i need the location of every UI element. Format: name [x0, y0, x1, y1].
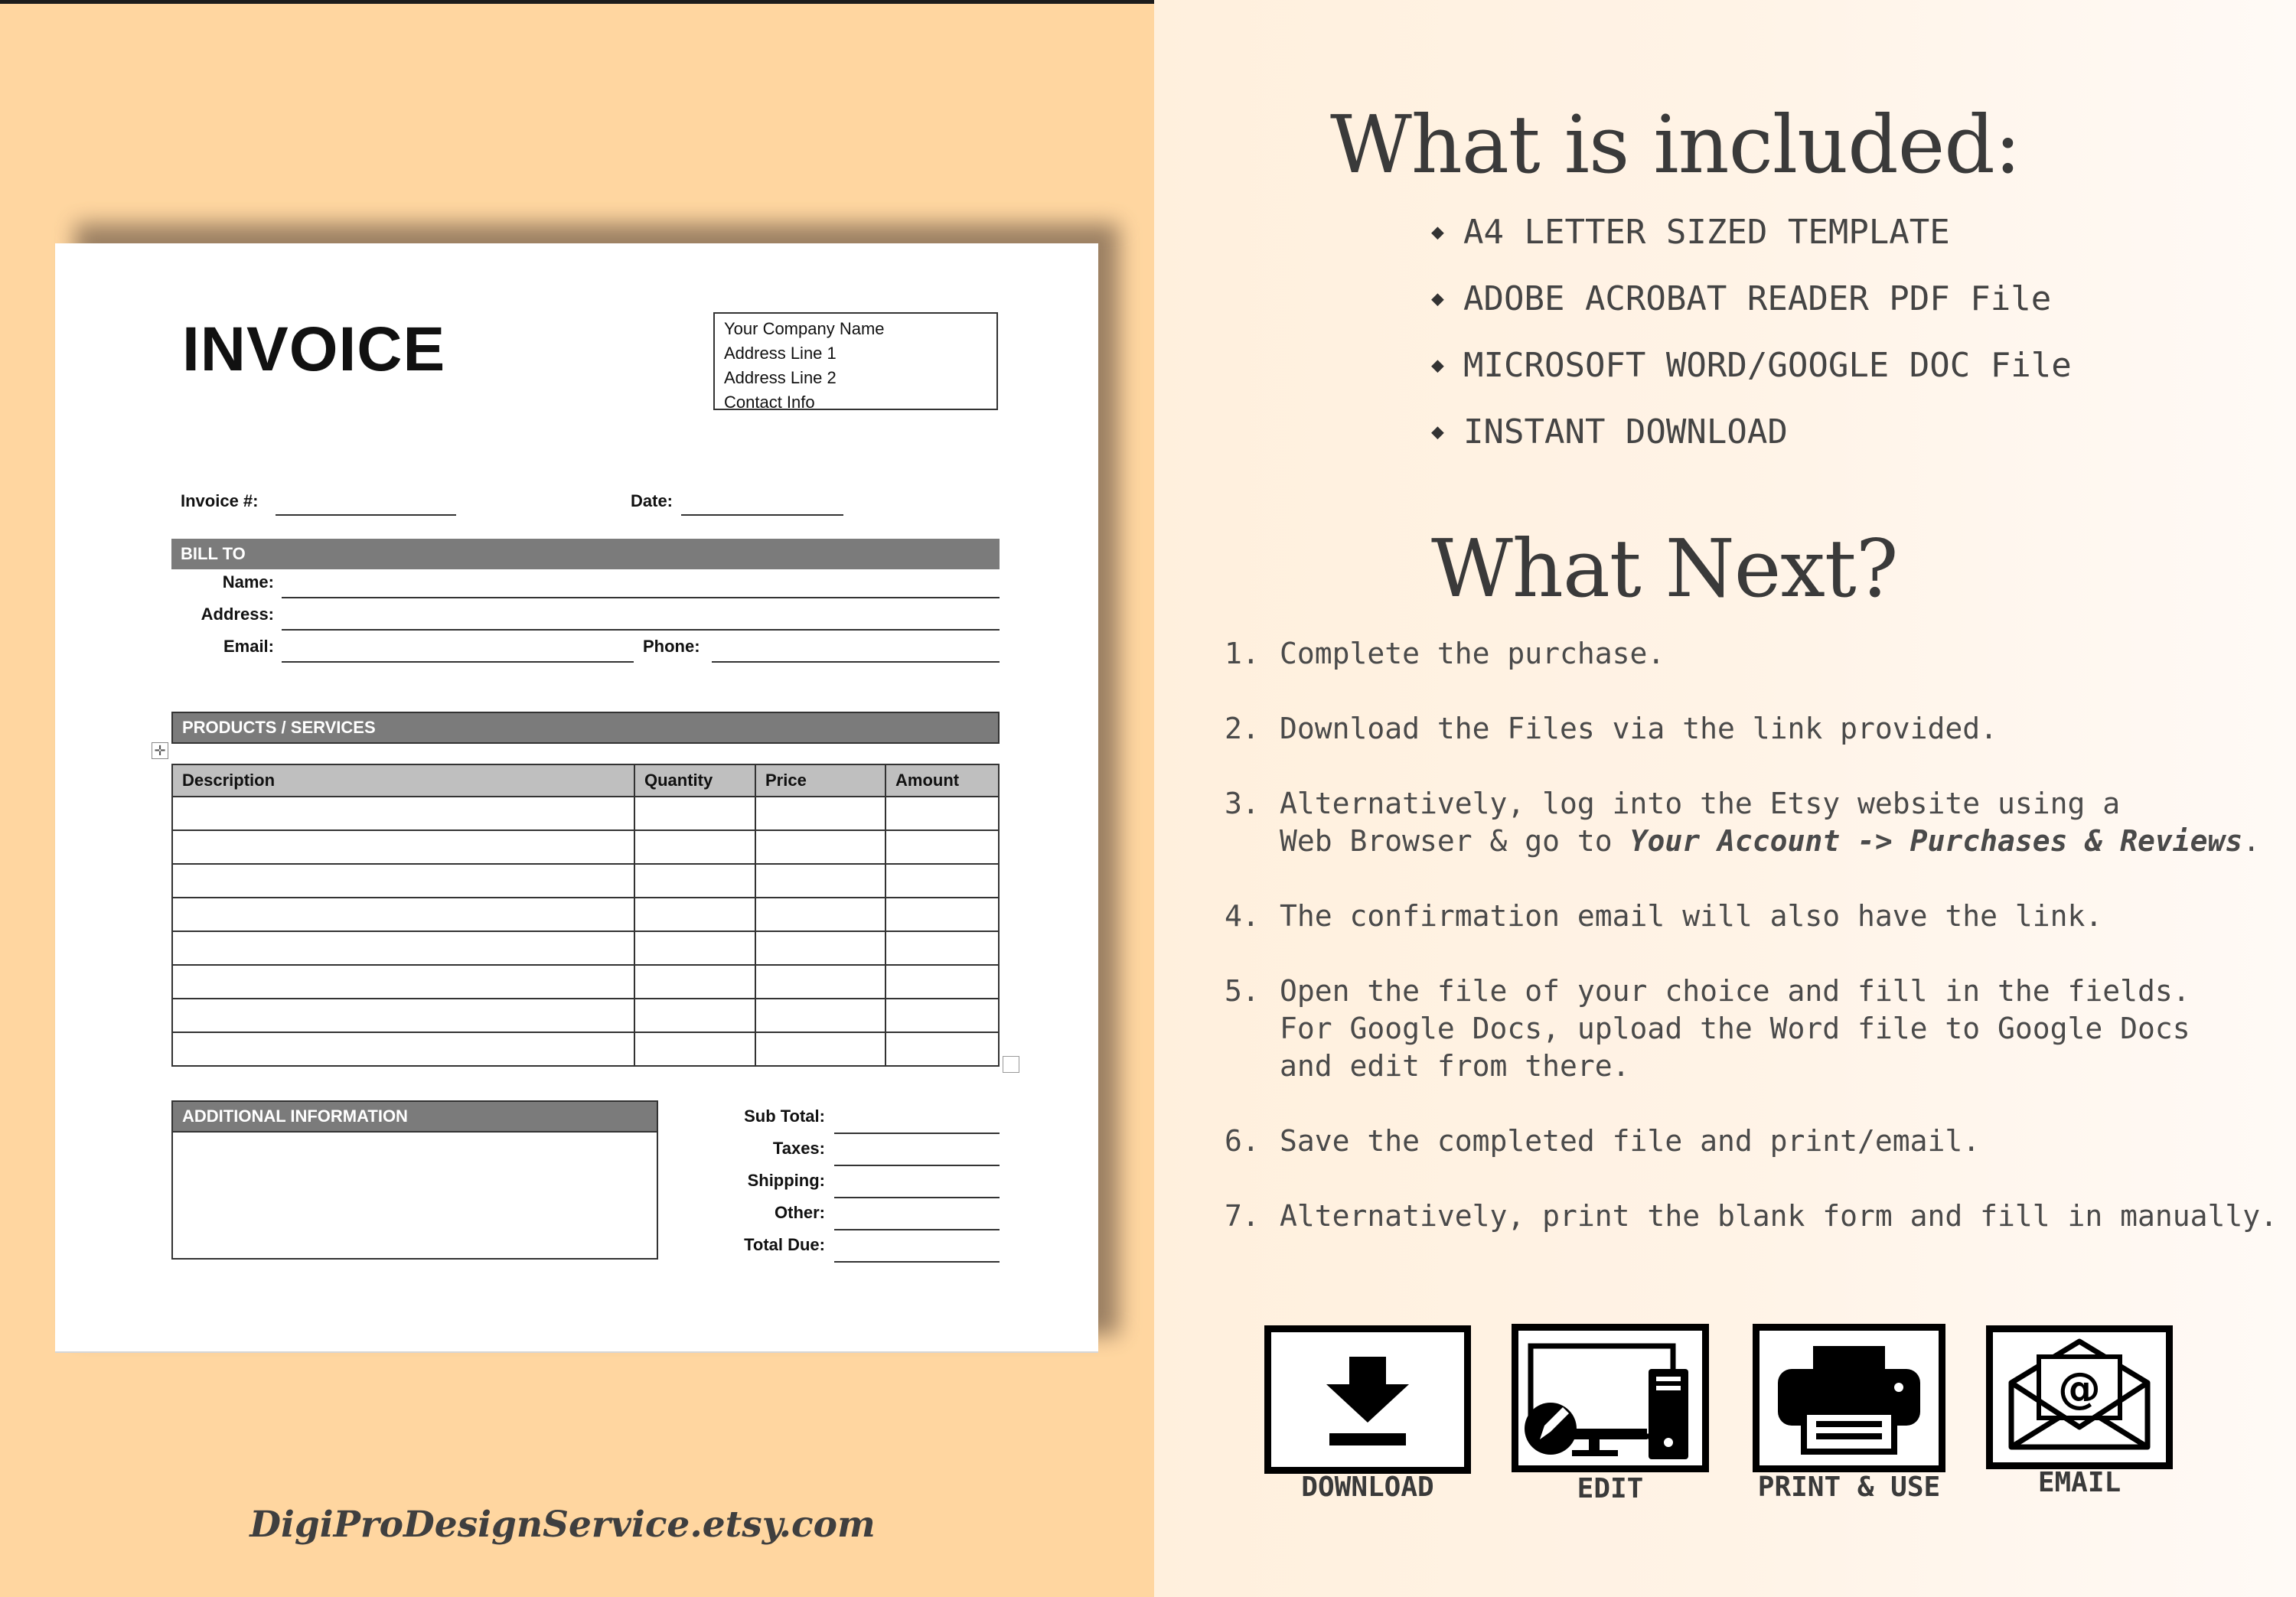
table-cell[interactable]: [885, 864, 999, 898]
table-cell[interactable]: [172, 797, 634, 830]
step-3: [1225, 785, 2260, 860]
products-table: [171, 764, 1000, 1067]
step-text: [1280, 785, 2260, 860]
sub-total-field[interactable]: [834, 1133, 1000, 1134]
list-item: [1431, 405, 2072, 471]
table-cell[interactable]: [172, 1032, 634, 1066]
shipping-field[interactable]: [834, 1197, 1000, 1198]
step-5-line-2: For Google Docs, upload the Word file to Google Docs: [1280, 1012, 2190, 1045]
column-header-quantity: Quantity: [634, 764, 755, 797]
step-number: 3.: [1225, 787, 1260, 820]
table-row: [172, 965, 999, 999]
list-item: [1431, 205, 2072, 272]
step-5-line-1: Open the file of your choice and fill in the fields.: [1280, 974, 2190, 1008]
step-text: Download the Files via the link provided.: [1280, 712, 1998, 745]
computer-edit-icon: [1518, 1331, 1702, 1465]
step-text: Complete the purchase.: [1280, 637, 1665, 670]
step-3-line-1: Alternatively, log into the Etsy website using a: [1280, 787, 2121, 820]
column-header-amount: Amount: [885, 764, 999, 797]
step-text: [1280, 973, 2190, 1085]
name-label: Name:: [222, 572, 274, 592]
address-field[interactable]: [282, 629, 1000, 631]
print-button[interactable]: [1753, 1324, 1945, 1472]
table-cell[interactable]: [885, 1032, 999, 1066]
diamond-bullet-icon: ◆: [1431, 285, 1444, 311]
step-4: [1225, 898, 2102, 935]
table-cell[interactable]: [755, 864, 885, 898]
table-row: [172, 797, 999, 830]
included-item-text: MICROSOFT WORD/GOOGLE DOC File: [1463, 346, 2072, 385]
table-row: [172, 830, 999, 864]
table-cell[interactable]: [634, 1032, 755, 1066]
invoice-number-label: Invoice #:: [181, 491, 259, 510]
table-cell[interactable]: [172, 898, 634, 931]
email-at-symbol: @: [2058, 1364, 2101, 1413]
address-line-2: Address Line 2: [724, 368, 837, 387]
table-cell[interactable]: [634, 864, 755, 898]
shipping-label: Shipping:: [747, 1171, 825, 1190]
step-5: [1225, 973, 2190, 1085]
invoice-sheet: [55, 243, 1098, 1353]
contact-info-line: Contact Info: [724, 393, 815, 412]
step-3-line-2-prefix: Web Browser & go to: [1280, 824, 1630, 858]
step-number: 5.: [1225, 974, 1260, 1008]
table-cell[interactable]: [885, 898, 999, 931]
total-due-label: Total Due:: [744, 1235, 825, 1254]
products-services-header: PRODUCTS / SERVICES: [171, 712, 1000, 744]
address-label: Address:: [201, 605, 274, 624]
company-info-box[interactable]: [713, 312, 998, 410]
table-cell[interactable]: [634, 898, 755, 931]
table-row: [172, 931, 999, 965]
additional-information-header: ADDITIONAL INFORMATION: [171, 1100, 658, 1133]
step-7: [1225, 1198, 2278, 1235]
edit-button[interactable]: [1512, 1324, 1709, 1472]
email-envelope-icon: [1993, 1332, 2166, 1462]
table-row: [172, 999, 999, 1032]
date-label: Date:: [631, 491, 673, 510]
list-item: [1431, 338, 2072, 405]
included-item-text: ADOBE ACROBAT READER PDF File: [1463, 279, 2052, 318]
step-6: [1225, 1123, 1980, 1160]
table-cell[interactable]: [755, 999, 885, 1032]
email-label: Email:: [223, 637, 274, 656]
etsy-shop-url[interactable]: DigiProDesignService.etsy.com: [249, 1504, 876, 1546]
step-text: Alternatively, print the blank form and fill in manually.: [1280, 1199, 2278, 1233]
table-cell[interactable]: [755, 931, 885, 965]
column-header-description: Description: [172, 764, 634, 797]
table-cell[interactable]: [634, 965, 755, 999]
taxes-label: Taxes:: [772, 1139, 825, 1158]
table-cell[interactable]: [634, 797, 755, 830]
table-row: [172, 1032, 999, 1066]
table-cell[interactable]: [885, 830, 999, 864]
step-2: [1225, 710, 1998, 748]
included-item-text: A4 LETTER SIZED TEMPLATE: [1463, 213, 1950, 252]
table-cell[interactable]: [172, 864, 634, 898]
printer-icon: [1760, 1331, 1939, 1465]
download-button[interactable]: [1264, 1325, 1471, 1474]
table-row: [172, 864, 999, 898]
invoice-title: INVOICE: [182, 315, 446, 384]
table-cell[interactable]: [634, 999, 755, 1032]
edit-label[interactable]: EDIT: [1577, 1473, 1644, 1504]
table-cell[interactable]: [755, 898, 885, 931]
total-due-field[interactable]: [834, 1261, 1000, 1263]
table-resize-handle[interactable]: [1003, 1056, 1019, 1073]
email-button[interactable]: [1986, 1325, 2173, 1469]
included-item-text: INSTANT DOWNLOAD: [1463, 412, 1788, 451]
table-cell[interactable]: [634, 830, 755, 864]
diamond-bullet-icon: ◆: [1431, 419, 1444, 444]
step-text: The confirmation email will also have the link.: [1280, 899, 2103, 933]
table-move-handle-icon[interactable]: ✛: [152, 742, 168, 759]
step-text: Save the completed file and print/email.: [1280, 1124, 1981, 1158]
other-field[interactable]: [834, 1229, 1000, 1230]
step-3-line-2-suffix: .: [2242, 824, 2261, 858]
top-border-line: [0, 0, 1154, 4]
table-cell[interactable]: [885, 797, 999, 830]
account-purchases-path: Your Account -> Purchases & Reviews: [1629, 824, 2243, 858]
included-heading: What is included:: [1330, 98, 2020, 191]
table-cell[interactable]: [172, 965, 634, 999]
step-number: 6.: [1225, 1124, 1260, 1158]
table-cell[interactable]: [885, 999, 999, 1032]
table-cell[interactable]: [172, 830, 634, 864]
table-cell[interactable]: [755, 830, 885, 864]
download-label[interactable]: DOWNLOAD: [1301, 1472, 1434, 1503]
name-field[interactable]: [282, 597, 1000, 598]
taxes-field[interactable]: [834, 1165, 1000, 1166]
table-cell[interactable]: [755, 1032, 885, 1066]
date-field[interactable]: [681, 514, 843, 516]
bill-to-header: BILL TO: [171, 539, 1000, 569]
diamond-bullet-icon: ◆: [1431, 352, 1444, 377]
column-header-price: Price: [755, 764, 885, 797]
list-item: [1431, 272, 2072, 338]
table-row: [172, 898, 999, 931]
table-cell[interactable]: [755, 965, 885, 999]
step-5-line-3: and edit from there.: [1280, 1049, 1630, 1083]
table-cell[interactable]: [885, 931, 999, 965]
print-and-use-label[interactable]: PRINT & USE: [1757, 1472, 1941, 1503]
step-1: [1225, 635, 1665, 673]
other-label: Other:: [775, 1203, 825, 1222]
email-field[interactable]: [282, 661, 634, 663]
additional-information-box[interactable]: [171, 1100, 658, 1260]
invoice-number-field[interactable]: [276, 514, 456, 516]
table-cell[interactable]: [172, 931, 634, 965]
company-name-line: Your Company Name: [724, 319, 885, 338]
table-cell[interactable]: [755, 797, 885, 830]
step-number: 1.: [1225, 637, 1260, 670]
step-number: 2.: [1225, 712, 1260, 745]
email-label[interactable]: EMAIL: [2037, 1467, 2122, 1498]
table-cell[interactable]: [885, 965, 999, 999]
step-number: 4.: [1225, 899, 1260, 933]
diamond-bullet-icon: ◆: [1431, 219, 1444, 244]
table-header-row: [172, 764, 999, 797]
sub-total-label: Sub Total:: [744, 1106, 825, 1126]
what-next-heading: What Next?: [1431, 522, 1898, 615]
table-cell[interactable]: [172, 999, 634, 1032]
phone-field[interactable]: [712, 661, 1000, 663]
table-cell[interactable]: [634, 931, 755, 965]
step-number: 7.: [1225, 1199, 1260, 1233]
address-line-1: Address Line 1: [724, 344, 837, 363]
download-icon: [1271, 1332, 1464, 1467]
phone-label: Phone:: [643, 637, 700, 656]
included-list: [1431, 205, 2072, 471]
